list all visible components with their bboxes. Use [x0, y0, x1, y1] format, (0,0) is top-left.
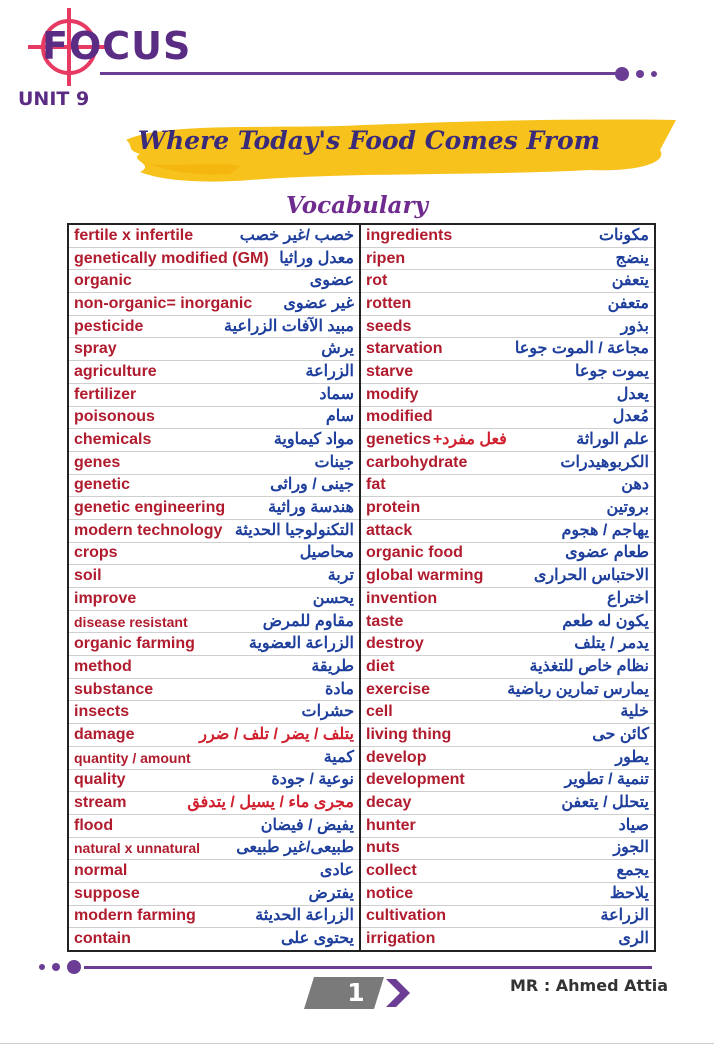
- arabic-meaning: نوعية / جودة: [264, 769, 360, 792]
- table-row: [68, 746, 655, 769]
- english-term: starvation: [360, 338, 500, 361]
- arabic-meaning: خلية: [500, 701, 655, 724]
- english-term: notice: [360, 882, 500, 905]
- english-term: irrigation: [360, 928, 500, 951]
- arabic-meaning: التكنولوجيا الحديثة: [264, 519, 360, 542]
- arabic-meaning: يموت جوعا: [500, 361, 655, 384]
- arabic-meaning: يدمر / يتلف: [500, 633, 655, 656]
- english-term: organic: [68, 270, 264, 293]
- arabic-meaning: نظام خاص للتغذية: [500, 656, 655, 679]
- english-term: starve: [360, 361, 500, 384]
- arabic-meaning: الزراعة: [500, 905, 655, 928]
- arabic-meaning: تربة: [264, 565, 360, 588]
- arabic-meaning: يهاجم / هجوم: [500, 519, 655, 542]
- english-term: decay: [360, 792, 500, 815]
- arabic-meaning: يفترض: [264, 882, 360, 905]
- arabic-meaning: يمارس تمارين رياضية: [500, 678, 655, 701]
- arabic-meaning: الزراعة العضوية: [264, 633, 360, 656]
- english-term: organic food: [360, 542, 500, 565]
- english-term: natural x unnatural: [68, 837, 264, 860]
- arabic-meaning: يتحلل / يتعفن: [500, 792, 655, 815]
- english-term: [360, 429, 507, 452]
- arabic-meaning: طريقة: [264, 656, 360, 679]
- english-term: non-organic= inorganic: [68, 293, 264, 316]
- author-credit: MR : Ahmed Attia: [510, 976, 669, 995]
- arabic-meaning: الزراعة: [264, 361, 360, 384]
- grammar-note: +فعل مفرد: [432, 431, 507, 449]
- english-term: genetically modified (GM): [68, 247, 264, 270]
- table-row: [68, 293, 655, 316]
- english-term: chemicals: [68, 429, 264, 452]
- english-term: fertilizer: [68, 383, 264, 406]
- arabic-meaning: الرى: [500, 928, 655, 951]
- table-row: [68, 633, 655, 656]
- table-row: [68, 814, 655, 837]
- footer-divider: [84, 966, 652, 969]
- arabic-meaning: صياد: [500, 814, 655, 837]
- table-row: [68, 270, 655, 293]
- english-term: develop: [360, 746, 500, 769]
- arabic-meaning: يتعفن: [500, 270, 655, 293]
- arabic-meaning: مُعدل: [500, 406, 655, 429]
- english-term: genes: [68, 451, 264, 474]
- table-row: [68, 656, 655, 679]
- english-term: improve: [68, 588, 264, 611]
- english-term-word: genetics: [366, 431, 431, 449]
- arabic-meaning: حشرات: [264, 701, 360, 724]
- english-term: exercise: [360, 678, 500, 701]
- english-term: insects: [68, 701, 264, 724]
- table-row: [68, 610, 655, 633]
- english-term: taste: [360, 610, 500, 633]
- arabic-meaning: متعفن: [500, 293, 655, 316]
- english-term: attack: [360, 519, 500, 542]
- english-term: damage: [68, 724, 264, 747]
- english-term: normal: [68, 860, 264, 883]
- english-term: seeds: [360, 315, 500, 338]
- english-term: modify: [360, 383, 500, 406]
- page-bottom-rule: [0, 1043, 714, 1044]
- arabic-meaning: يلاحظ: [500, 882, 655, 905]
- table-row: [68, 224, 655, 247]
- arabic-meaning: يتلف / يضر / تلف / ضرر: [264, 724, 360, 747]
- arabic-meaning: كمية: [264, 746, 360, 769]
- arabic-meaning: هندسة وراثية: [264, 497, 360, 520]
- english-term: global warming: [360, 565, 500, 588]
- table-row: [68, 451, 655, 474]
- table-row: [68, 429, 655, 452]
- table-row: [68, 837, 655, 860]
- arabic-meaning: غير عضوى: [264, 293, 360, 316]
- english-term: carbohydrate: [360, 451, 500, 474]
- table-row: [68, 882, 655, 905]
- english-term: agriculture: [68, 361, 264, 384]
- unit-label: UNIT 9: [18, 88, 90, 110]
- table-row: [68, 769, 655, 792]
- logo-text: FOCUS: [42, 24, 192, 68]
- header-divider: [100, 72, 620, 75]
- english-term: genetic: [68, 474, 264, 497]
- english-term: suppose: [68, 882, 264, 905]
- english-term: modern farming: [68, 905, 264, 928]
- table-row: [68, 361, 655, 384]
- arabic-meaning: تنمية / تطوير: [500, 769, 655, 792]
- english-term: quantity / amount: [68, 746, 264, 769]
- table-row: [68, 247, 655, 270]
- english-term: diet: [360, 656, 500, 679]
- table-row: [68, 860, 655, 883]
- english-term: stream: [68, 792, 264, 815]
- english-term: flood: [68, 814, 264, 837]
- english-term: living thing: [360, 724, 500, 747]
- english-term: collect: [360, 860, 500, 883]
- arabic-meaning: بروتين: [500, 497, 655, 520]
- arabic-meaning: عضوى: [264, 270, 360, 293]
- english-term: pesticide: [68, 315, 264, 338]
- english-term: nuts: [360, 837, 500, 860]
- english-term: spray: [68, 338, 264, 361]
- table-row: [68, 701, 655, 724]
- table-row: [68, 338, 655, 361]
- arabic-meaning: مجاعة / الموت جوعا: [500, 338, 655, 361]
- table-row: [68, 565, 655, 588]
- arabic-meaning: مجرى ماء / يسيل / يتدفق: [264, 792, 360, 815]
- english-term: organic farming: [68, 633, 264, 656]
- table-row: [68, 928, 655, 951]
- table-row: [68, 474, 655, 497]
- arabic-meaning: يكون له طعم: [500, 610, 655, 633]
- arabic-meaning: الكربوهيدرات: [500, 451, 655, 474]
- arabic-meaning: بذور: [500, 315, 655, 338]
- arabic-meaning: يحتوى على: [264, 928, 360, 951]
- arabic-meaning: يرش: [264, 338, 360, 361]
- english-term: crops: [68, 542, 264, 565]
- arabic-meaning: طعام عضوى: [500, 542, 655, 565]
- arabic-meaning: مبيد الآفات الزراعية: [264, 315, 360, 338]
- arabic-meaning: علم الوراثة: [500, 429, 655, 452]
- arabic-meaning: ينضج: [500, 247, 655, 270]
- arabic-meaning: يفيض / فيضان: [264, 814, 360, 837]
- english-term: invention: [360, 588, 500, 611]
- arabic-meaning: جينى / وراثى: [264, 474, 360, 497]
- arabic-meaning: الزراعة الحديثة: [264, 905, 360, 928]
- arabic-meaning: محاصيل: [264, 542, 360, 565]
- english-term: modified: [360, 406, 500, 429]
- arabic-meaning: الجوز: [500, 837, 655, 860]
- arabic-meaning: مقاوم للمرض: [264, 610, 360, 633]
- english-term: protein: [360, 497, 500, 520]
- table-row: [68, 678, 655, 701]
- english-term: destroy: [360, 633, 500, 656]
- english-term: cultivation: [360, 905, 500, 928]
- table-row: [68, 905, 655, 928]
- arabic-meaning: سام: [264, 406, 360, 429]
- english-term: cell: [360, 701, 500, 724]
- table-row: [68, 497, 655, 520]
- english-term: method: [68, 656, 264, 679]
- vocabulary-table: [67, 223, 656, 952]
- english-term: quality: [68, 769, 264, 792]
- arabic-meaning: يجمع: [500, 860, 655, 883]
- arabic-meaning: طبيعى/غير طبيعى: [264, 837, 360, 860]
- arabic-meaning: عادى: [264, 860, 360, 883]
- arabic-meaning: جينات: [264, 451, 360, 474]
- english-term: rotten: [360, 293, 500, 316]
- english-term: contain: [68, 928, 264, 951]
- table-row: [68, 519, 655, 542]
- arabic-meaning: مادة: [264, 678, 360, 701]
- english-term: ripen: [360, 247, 500, 270]
- table-row: [68, 588, 655, 611]
- arabic-meaning: مواد كيماوية: [264, 429, 360, 452]
- table-row: [68, 792, 655, 815]
- arabic-meaning: خصب /غير خصب: [264, 224, 360, 247]
- english-term: fat: [360, 474, 500, 497]
- table-row: [68, 315, 655, 338]
- dots-decoration: [36, 958, 84, 976]
- english-term: development: [360, 769, 500, 792]
- arabic-meaning: اختراع: [500, 588, 655, 611]
- arabic-meaning: كائن حى: [500, 724, 655, 747]
- vocabulary-table-body: [68, 224, 655, 951]
- arabic-meaning: الاحتباس الحرارى: [500, 565, 655, 588]
- english-term: rot: [360, 270, 500, 293]
- english-term: genetic engineering: [68, 497, 264, 520]
- english-term: substance: [68, 678, 264, 701]
- arabic-meaning: يطور: [500, 746, 655, 769]
- dots-decoration: [614, 66, 662, 82]
- arabic-meaning: يعدل: [500, 383, 655, 406]
- section-heading: Vocabulary: [286, 192, 428, 219]
- table-row: [68, 724, 655, 747]
- english-term: ingredients: [360, 224, 500, 247]
- english-term: modern technology: [68, 519, 264, 542]
- table-row: [68, 542, 655, 565]
- arabic-meaning: دهن: [500, 474, 655, 497]
- english-term: soil: [68, 565, 264, 588]
- english-term: poisonous: [68, 406, 264, 429]
- english-term: hunter: [360, 814, 500, 837]
- arabic-meaning: يحسن: [264, 588, 360, 611]
- table-row: [68, 406, 655, 429]
- english-term: disease resistant: [68, 610, 264, 633]
- lesson-title: Where Today's Food Comes From: [137, 126, 601, 155]
- arabic-meaning: سماد: [264, 383, 360, 406]
- page-number: 1: [347, 978, 365, 1007]
- arabic-meaning: معدل وراثيا: [264, 247, 360, 270]
- english-term: fertile x infertile: [68, 224, 264, 247]
- arabic-meaning: مكونات: [500, 224, 655, 247]
- table-row: [68, 383, 655, 406]
